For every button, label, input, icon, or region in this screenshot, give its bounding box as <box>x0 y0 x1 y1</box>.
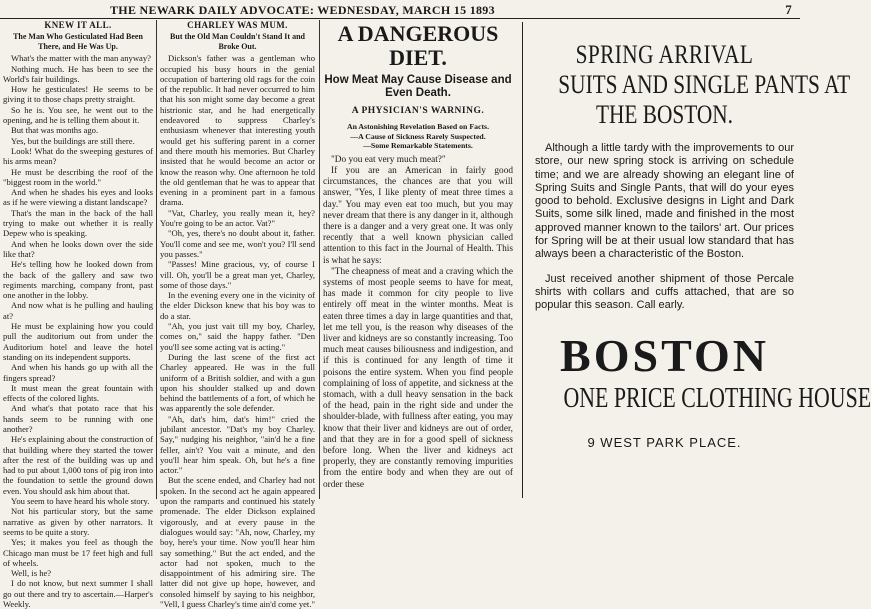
paragraph: During the last scene of the first act Charley appeared. He was in the full uniform of a British soldier, and with a gun upon his shoulder stalked up and down behind the battlements of a fort, of which he was apparently the sole defender. <box>160 351 315 414</box>
paragraph: Dickson's father was a gentleman who occupied his busy hours in the genial occupation of bartering old rags for the coin of the republic. It had never occurred to him that his son might some day become a great histrionic star, and he had energetically endeavored to suppress Charley's enthusiasm whenever that interesting youth would get his suffering parent in a corner and there mouth his memories. But Charley insisted that he would become an actor or know the reason why. One afternoon he told the old gentleman that he was to appear that evening in a prominent part in a famous drama. <box>160 53 315 208</box>
article-knew-it-all <box>3 20 153 609</box>
paragraph: Not his particular story, but the same narrative as given by other narrators. It seems to be quite a story. <box>3 506 153 537</box>
paragraph: It must mean the great fountain with effects of the colored lights. <box>3 382 153 404</box>
paragraph: "Passes! Mine gracious, vy, of course I vill. Oh, you'll be a great man yet, Charley, some of those days." <box>160 259 315 290</box>
paragraph: What's the matter with the man anyway? <box>11 53 151 64</box>
deck-line: —Some Remarkable Statements. <box>363 141 473 151</box>
article-body <box>3 53 153 609</box>
deck-line: —A Cause of Sickness Rarely Suspected. <box>350 131 486 141</box>
article-subheading: The Man Who Gesticulated Had Been There, and He Was Up. <box>13 32 143 51</box>
paragraph: But that was months ago. <box>11 125 99 136</box>
page-number: 7 <box>785 2 792 17</box>
paragraph: Yes, but the buildings are still there. <box>11 135 135 146</box>
article-section-title: A PHYSICIAN'S WARNING. <box>351 106 485 116</box>
paragraph: I do not know, but next summer I shall go out there and try to ascertain.—Harper's Weekly. <box>3 578 153 609</box>
paragraph: And when he looks down over the side like that? <box>3 238 153 259</box>
boston-clothing-advertisement <box>522 22 871 498</box>
article-dangerous-diet <box>323 20 513 499</box>
paragraph: He's telling how he looked down from the back of the gallery and saw two regiments marching, company front, past one another in the lobby. <box>3 259 153 301</box>
paragraph: So he is. You see, he went out to the opening, and he is telling them about it. <box>3 104 153 126</box>
paragraph: Well, is he? <box>11 568 52 579</box>
article-body <box>160 53 315 609</box>
paragraph: How he gesticulates! He seems to be giving it to those chaps pretty straight. <box>3 84 153 105</box>
masthead <box>0 0 800 19</box>
paragraph: If you are an American in fairly good circumstances, the chances are that you will answer, "Yes, I like plenty of meat three times a day." You may even eat too much, but you may never dream that there is any danger in it, although there is a danger and a very great one. It was only recently that a well known physician called attention to this fact in the Journal of Health. This is what he says: <box>323 166 513 266</box>
paragraph: Yes; it makes you feel as though the Chicago man must be 17 feet high and full of wheels. <box>3 537 153 568</box>
article-deck <box>323 122 513 151</box>
paragraph: And now what is he pulling and hauling at? <box>3 300 153 321</box>
ad-headline: THE BOSTON. <box>595 100 734 129</box>
paragraph: And what's that potato race that his hands seem to be running with one another? <box>3 403 153 434</box>
deck-line: An Astonishing Revelation Based on Facts. <box>346 122 490 132</box>
paragraph: He must be describing the roof of the "biggest room in the world." <box>3 166 153 187</box>
paragraph: You seem to have heard his whole story. <box>11 496 150 507</box>
column-divider <box>319 20 320 499</box>
article-heading: A DANGEROUS DIET. <box>337 21 499 70</box>
paragraph: That's the man in the back of the hall trying to make out whether it is really Depew who is speaking. <box>3 207 153 239</box>
article-heading: CHARLEY WAS MUM. <box>187 20 288 30</box>
paragraph: "Do you eat very much meat?" <box>331 154 446 165</box>
paragraph: And when his hands go up with all the fingers spread? <box>3 362 153 383</box>
newspaper-title: THE NEWARK DAILY ADVOCATE: WEDNESDAY, MARCH 15 1893 <box>110 3 495 17</box>
ad-body-secondary: Just received another shipment of those Percale shirts with collars and cuffs attached, that are so popular this season. Call early. <box>535 272 794 312</box>
paragraph: "Vat, Charley, you really mean it, hey? You're going to be an actor. Vat?" <box>160 207 315 229</box>
column-divider <box>156 20 157 499</box>
ad-body: Although a little tardy with the improvements to our store, our new spring stock is arriving on schedule time; and we are already showing an elegant line of Spring Suits and Single Pants, that will do your eyes good to behold. Exclusive designs in Light and Dark Suits, some silk lined, made and finished in the most approved manner known to the tailors' art. Our prices for Spring will be at their usual low standard that has always been a characteristic of the Boston. <box>535 142 794 261</box>
ad-headline: SUITS AND SINGLE PANTS AT <box>558 70 851 99</box>
paragraph: He must be explaining how you could pull the auditorium out from under the Auditorium hotel and leave the hotel standing on its independent supports. <box>3 321 153 362</box>
paragraph: And when he shades his eyes and looks as if he were viewing a distant landscape? <box>3 187 153 208</box>
paragraph: He's explaining about the construction of that building where they started the tower after the rest of the building was up and had to put about 1,000 tons of pig iron into the foundation to settle the ground down even. You should ask him about that. <box>3 434 153 496</box>
paragraph: "The cheapness of meat and a craving which the systems of most people seems to have for meat, has made it common for city people to live entirely off meat in the winter months. Meat is eaten three times a day in large quantities and that, let me tell you, is the reason why diseases of the liver and kidneys are so constantly increasing. Too much meat causes biliousness and indigestion, and if this is continued for any length of time it poisons the entire system. When you find people complaining of loss of appetite, and sickness at the stomach, with a dull heavy sensation in the back of the head, pain in the right side and under the shoulder-blade, with fullness after eating, you may know that their liver and kidneys are out of order, and that they are in for a good spell of sickness before long. When the liver and kidneys act properly, they are constantly removing impurities from the entire body and when they are out of order these <box>323 266 513 490</box>
paragraph: Nothing much. He has been to see the World's fair buildings. <box>3 63 153 84</box>
paragraph: "Oh, yes, there's no doubt about it, father. You'll come and see me, won't you? I'll send you passes." <box>160 228 315 259</box>
article-heading: KNEW IT ALL. <box>44 20 112 30</box>
paragraph: Look! What do the sweeping gestures of his arms mean? <box>3 145 153 167</box>
ad-headline: SPRING ARRIVAL <box>575 40 754 69</box>
article-body <box>323 155 513 491</box>
paragraph: "Ah, you just vait till my boy, Charley, comes on," said the happy father. "Den you'll see some acting vat is acting." <box>160 321 315 352</box>
paragraph: But the scene ended, and Charley had not spoken. In the second act he again appeared upon the ramparts and continued his stately promenade. The elder Dickson explained vigorously, and at every pause in the dialogues would say: "Ah, now, Charley, my boy, here's your time. Now you'll hear him say something." But the act ended, and the actor had not spoken, much to the disappointment of his admiring sire. The latter did not give up hope, however, and consoled himself by saying to his neighbor, "Vell, I guess Charley's time ain'd come yet." <box>160 475 315 609</box>
store-name: BOSTON <box>560 329 769 381</box>
paragraph: "Ah, dat's him, dat's him!" cried the jubilant ancestor. "Dat's my boy Charley. Say," nudging his neighbor, "ain'd he a fine feller, ain't? You vait a minute, and den you'll hear him speak. Oh, but he's a fine actor." <box>160 413 315 476</box>
paragraph: In the evening every one in the vicinity of the elder Dickson knew that his boy was to do a star. <box>160 290 315 321</box>
article-charley-was-mum <box>160 20 315 609</box>
store-address: 9 WEST PARK PLACE. <box>587 434 742 450</box>
article-subheading: But the Old Man Couldn't Stand It and Broke Out. <box>170 32 305 51</box>
store-tagline: ONE PRICE CLOTHING HOUSE <box>563 382 871 414</box>
article-subheading: How Meat May Cause Disease and Even Death. <box>324 74 512 99</box>
